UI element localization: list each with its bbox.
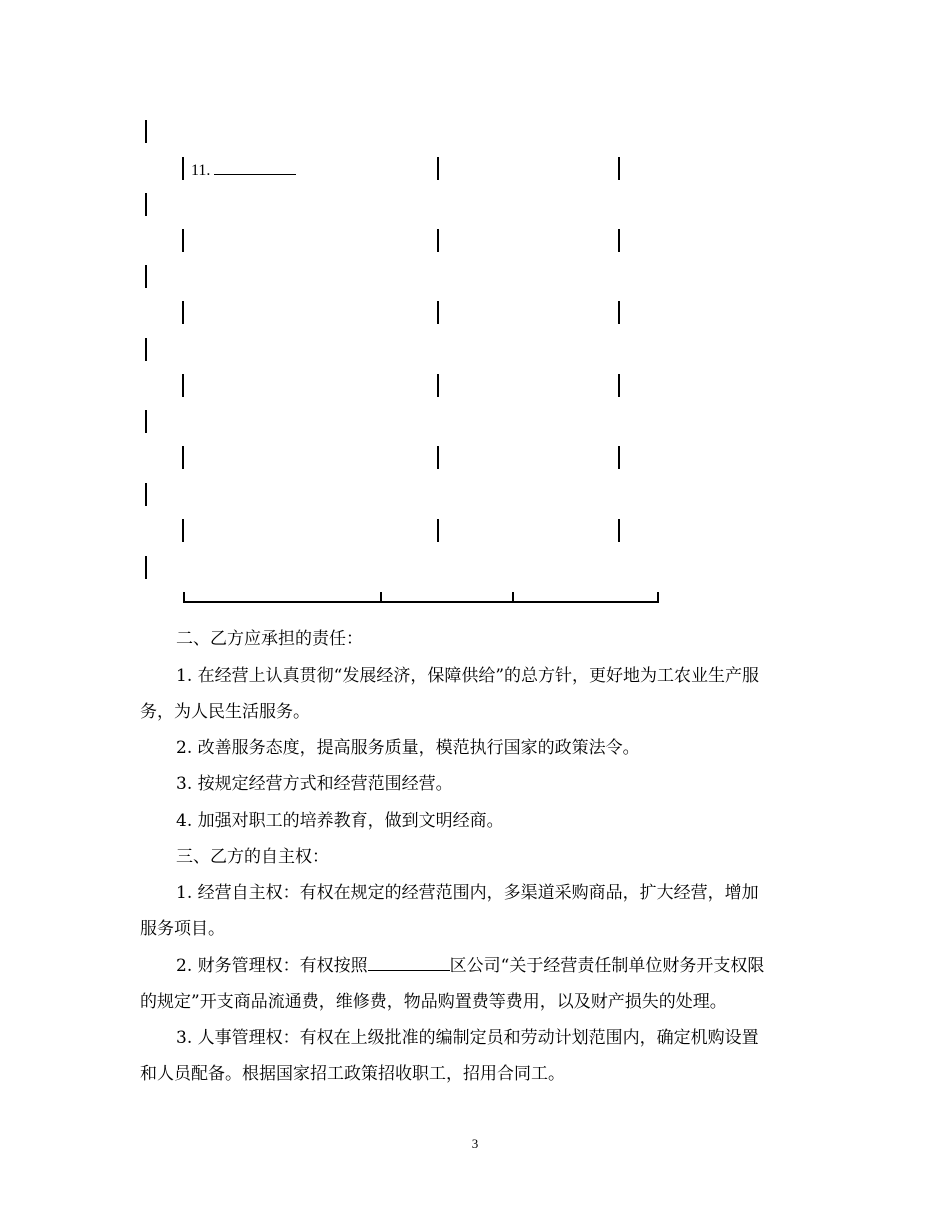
table-cell-border bbox=[182, 374, 184, 397]
section-heading: 二、乙方应承担的责任： bbox=[176, 629, 363, 649]
paragraph-text: 2. 财务管理权：有权按照 bbox=[176, 956, 368, 976]
table-border-left bbox=[145, 410, 147, 433]
section-heading: 三、乙方的自主权： bbox=[176, 847, 329, 867]
table-bottom-tick bbox=[512, 592, 514, 602]
table-cell-border bbox=[618, 374, 620, 397]
table-border-left bbox=[145, 120, 147, 143]
table-cell-border bbox=[618, 519, 620, 542]
table-cell-border bbox=[182, 519, 184, 542]
paragraph-line: 服务项目。 bbox=[140, 919, 225, 939]
paragraph-line: 4. 加强对职工的培养教育，做到文明经商。 bbox=[176, 811, 504, 831]
table-border-left bbox=[145, 556, 147, 579]
table-border-left bbox=[145, 338, 147, 361]
paragraph-text: 区公司“关于经营责任制单位财务开支权限 bbox=[449, 956, 765, 976]
table-bottom-tick bbox=[657, 592, 659, 602]
table-cell-border bbox=[437, 374, 439, 397]
table-cell-border bbox=[182, 157, 184, 180]
paragraph-line bbox=[140, 950, 812, 982]
table-cell-border bbox=[618, 446, 620, 469]
table-cell-border bbox=[437, 301, 439, 324]
fill-blank bbox=[214, 160, 296, 175]
table-cell-border bbox=[437, 157, 439, 180]
table-cell-border bbox=[437, 446, 439, 469]
paragraph-line: 3. 按规定经营方式和经营范围经营。 bbox=[176, 774, 453, 794]
paragraph-line: 和人员配备。根据国家招工政策招收职工，招用合同工。 bbox=[140, 1064, 565, 1084]
table-row-number: 11. bbox=[191, 160, 296, 180]
paragraph-line: 1. 在经营上认真贯彻“发展经济，保障供给”的总方针，更好地为工农业生产服 bbox=[176, 666, 760, 686]
fill-blank bbox=[368, 952, 450, 971]
paragraph-line: 2. 改善服务态度，提高服务质量，模范执行国家的政策法令。 bbox=[176, 738, 640, 758]
paragraph-line: 的规定”开支商品流通费，维修费，物品购置费等费用，以及财产损失的处理。 bbox=[140, 992, 727, 1012]
table-border-left bbox=[145, 193, 147, 216]
paragraph-line: 务，为人民生活服务。 bbox=[140, 702, 310, 722]
table-cell-border bbox=[618, 301, 620, 324]
table-cell-border bbox=[182, 229, 184, 252]
table-cell-border bbox=[437, 229, 439, 252]
page-number: 3 bbox=[471, 1136, 479, 1151]
table-bottom-border bbox=[183, 601, 659, 603]
table-bottom-tick bbox=[183, 592, 185, 602]
table-cell-border bbox=[182, 446, 184, 469]
table-cell-border bbox=[618, 229, 620, 252]
table-border-left bbox=[145, 265, 147, 288]
table-cell-border bbox=[182, 301, 184, 324]
table-cell-border bbox=[618, 157, 620, 180]
table-border-left bbox=[145, 483, 147, 506]
paragraph-line: 1. 经营自主权：有权在规定的经营范围内，多渠道采购商品，扩大经营，增加 bbox=[176, 883, 759, 903]
table-cell-border bbox=[437, 519, 439, 542]
paragraph-line: 3. 人事管理权：有权在上级批准的编制定员和劳动计划范围内，确定机购设置 bbox=[176, 1028, 759, 1048]
table-bottom-tick bbox=[380, 592, 382, 602]
